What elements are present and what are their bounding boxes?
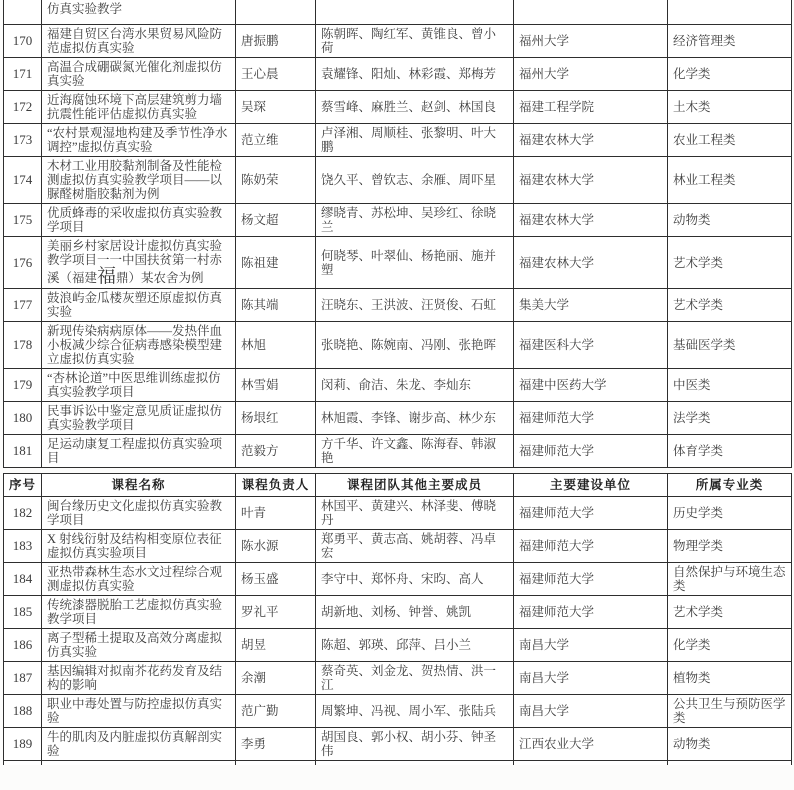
cell-unit: 福建工程学院 — [514, 91, 668, 124]
cell-unit: 福建医科大学 — [514, 322, 668, 369]
cell-leader: 范立维 — [236, 124, 316, 157]
table-row — [4, 289, 792, 322]
cell-members: 闵莉、俞洁、朱龙、李灿东 — [316, 369, 514, 402]
cell-category: 土木类 — [668, 91, 792, 124]
cell-id — [4, 761, 42, 766]
cell-members: 周繁坤、冯视、周小军、张陆兵 — [316, 695, 514, 728]
name-segment: 美丽乡村家居设计虚拟仿真实验教学项目一一中国扶贫第一村赤溪（福建 — [47, 239, 223, 285]
table-row — [4, 0, 792, 25]
enlarged-character: 福 — [97, 266, 117, 287]
cell-course-name: 足运动康复工程虚拟仿真实验项目 — [42, 435, 236, 468]
table-row — [4, 497, 792, 530]
projects-table-lower-body — [4, 497, 792, 766]
cell-id: 184 — [4, 563, 42, 596]
cell-id: 182 — [4, 497, 42, 530]
cell-category: 历史学类 — [668, 497, 792, 530]
cell-members: 林国平、黄建兴、林泽斐、傅晓丹 — [316, 497, 514, 530]
cell-members: 林旭霞、李锋、谢步高、林少东 — [316, 402, 514, 435]
projects-table-lower — [3, 473, 792, 765]
cell-leader — [236, 0, 316, 25]
cell-course-name — [42, 761, 236, 766]
cell-leader: 吴琛 — [236, 91, 316, 124]
cell-category — [668, 761, 792, 766]
cell-unit: 南昌大学 — [514, 695, 668, 728]
cell-id: 187 — [4, 662, 42, 695]
cell-id: 178 — [4, 322, 42, 369]
cell-unit: 福建农林大学 — [514, 124, 668, 157]
cell-id: 185 — [4, 596, 42, 629]
cell-members: 汪晓东、王洪波、汪贤俊、石虹 — [316, 289, 514, 322]
cell-members: 李守中、郑怀舟、宋昀、高人 — [316, 563, 514, 596]
cell-course-name: X 射线衍射及结构相变原位表征虚拟仿真实验项目 — [42, 530, 236, 563]
cell-category: 物理学类 — [668, 530, 792, 563]
cell-leader: 胡昱 — [236, 629, 316, 662]
cell-unit: 福州大学 — [514, 25, 668, 58]
cell-id: 176 — [4, 237, 42, 289]
table-row — [4, 124, 792, 157]
table-row — [4, 662, 792, 695]
cell-category: 动物类 — [668, 204, 792, 237]
table-row — [4, 629, 792, 662]
table-row — [4, 91, 792, 124]
cell-category — [668, 0, 792, 25]
col-header-unit: 主要建设单位 — [514, 474, 668, 497]
cell-unit: 福建师范大学 — [514, 402, 668, 435]
cell-members: 蔡雪峰、麻胜兰、赵剑、林国良 — [316, 91, 514, 124]
table-row — [4, 58, 792, 91]
cell-course-name: 传统漆器脱胎工艺虚拟仿真实验教学项目 — [42, 596, 236, 629]
cell-leader: 余潮 — [236, 662, 316, 695]
cell-course-name: 新现传染病病原体——发热伴血小板减少综合征病毒感染模型建立虚拟仿真实验 — [42, 322, 236, 369]
cell-leader: 叶青 — [236, 497, 316, 530]
cell-category: 公共卫生与预防医学类 — [668, 695, 792, 728]
table-row — [4, 530, 792, 563]
cell-course-name: 闽台缘历史文化虚拟仿真实验教学项目 — [42, 497, 236, 530]
cell-leader: 杨垠红 — [236, 402, 316, 435]
cell-unit: 福建中医药大学 — [514, 369, 668, 402]
col-header-leader: 课程负责人 — [236, 474, 316, 497]
cell-id: 177 — [4, 289, 42, 322]
col-header-course-name: 课程名称 — [42, 474, 236, 497]
cell-leader: 林旭 — [236, 322, 316, 369]
cell-unit: 南昌大学 — [514, 629, 668, 662]
cell-leader: 陈其端 — [236, 289, 316, 322]
cell-members: 陈超、郭瑛、邱萍、吕小兰 — [316, 629, 514, 662]
cell-id: 170 — [4, 25, 42, 58]
cell-unit: 福建农林大学 — [514, 157, 668, 204]
cell-unit: 福州大学 — [514, 58, 668, 91]
cell-category: 化学类 — [668, 58, 792, 91]
cell-leader: 唐振鹏 — [236, 25, 316, 58]
cell-unit: 福建师范大学 — [514, 563, 668, 596]
cell-course-name: 高温合成硼碳氮光催化剂虚拟仿真实验 — [42, 58, 236, 91]
cell-members: 陈朝晖、陶红军、黄锥良、曾小荷 — [316, 25, 514, 58]
cell-members — [316, 0, 514, 25]
cell-id: 183 — [4, 530, 42, 563]
cell-course-name: 离子型稀土提取及高效分离虚拟仿真实验 — [42, 629, 236, 662]
cell-leader: 陈祖建 — [236, 237, 316, 289]
table-row — [4, 25, 792, 58]
table-row — [4, 237, 792, 289]
cell-unit: 福建师范大学 — [514, 497, 668, 530]
cell-category: 艺术学类 — [668, 237, 792, 289]
table-row — [4, 563, 792, 596]
cell-leader: 李勇 — [236, 728, 316, 761]
cell-category: 艺术学类 — [668, 289, 792, 322]
cell-id: 174 — [4, 157, 42, 204]
cell-unit: 福建农林大学 — [514, 204, 668, 237]
cell-course-name: 基因编辑对拟南芥花药发育及结构的影响 — [42, 662, 236, 695]
cell-leader: 林雪娟 — [236, 369, 316, 402]
cell-unit — [514, 761, 668, 766]
cell-members: 方千华、许文鑫、陈海春、韩淑艳 — [316, 435, 514, 468]
cell-members: 胡新地、刘杨、钟誉、姚凯 — [316, 596, 514, 629]
cell-unit: 江西农业大学 — [514, 728, 668, 761]
table-row — [4, 204, 792, 237]
cell-id: 175 — [4, 204, 42, 237]
table-row — [4, 157, 792, 204]
col-header-category: 所属专业类 — [668, 474, 792, 497]
cell-course-name: 仿真实验教学 — [42, 0, 236, 25]
table-row — [4, 435, 792, 468]
cell-id: 171 — [4, 58, 42, 91]
cell-course-name: 优质蜂毒的采收虚拟仿真实验教学项目 — [42, 204, 236, 237]
cell-id: 173 — [4, 124, 42, 157]
cell-course-name: 福建自贸区台湾水果贸易风险防范虚拟仿真实验 — [42, 25, 236, 58]
name-segment: 鼎）某农舍为例 — [116, 271, 204, 285]
header-row — [4, 474, 792, 497]
cell-leader: 范广勤 — [236, 695, 316, 728]
cell-members: 张晓艳、陈婉南、冯刚、张艳晖 — [316, 322, 514, 369]
cell-unit: 福建农林大学 — [514, 237, 668, 289]
cell-category: 法学类 — [668, 402, 792, 435]
cell-unit: 南昌大学 — [514, 662, 668, 695]
cell-course-name: 鼓浪屿金瓜楼灰塑还原虚拟仿真实验 — [42, 289, 236, 322]
cell-members: 郑勇平、黄志高、姚胡蓉、冯卓宏 — [316, 530, 514, 563]
cell-id: 180 — [4, 402, 42, 435]
cell-category: 经济管理类 — [668, 25, 792, 58]
cell-id: 189 — [4, 728, 42, 761]
cell-id: 179 — [4, 369, 42, 402]
table-row — [4, 402, 792, 435]
cell-unit: 福建师范大学 — [514, 530, 668, 563]
cell-leader: 范毅方 — [236, 435, 316, 468]
projects-table-upper-body — [4, 0, 792, 468]
col-header-members: 课程团队其他主要成员 — [316, 474, 514, 497]
cell-course-name: 牛的肌肉及内脏虚拟仿真解剖实验 — [42, 728, 236, 761]
cell-course-name: 木材工业用胶黏剂制备及性能检测虚拟仿真实验教学项目——以脲醛树脂胶黏剂为例 — [42, 157, 236, 204]
cell-unit: 集美大学 — [514, 289, 668, 322]
cell-members: 蔡奇英、刘金龙、贺热情、洪一江 — [316, 662, 514, 695]
cell-id: 188 — [4, 695, 42, 728]
cell-category: 体育学类 — [668, 435, 792, 468]
cell-unit: 福建师范大学 — [514, 596, 668, 629]
cell-category: 艺术学类 — [668, 596, 792, 629]
projects-table-upper — [3, 0, 792, 468]
table-row — [4, 761, 792, 766]
cell-id: 181 — [4, 435, 42, 468]
table-row — [4, 322, 792, 369]
cell-unit: 福建师范大学 — [514, 435, 668, 468]
cell-course-name: “杏林论道”中医思维训练虚拟仿真实验教学项目 — [42, 369, 236, 402]
cell-leader: 陈奶荣 — [236, 157, 316, 204]
cell-id — [4, 0, 42, 25]
cell-category: 动物类 — [668, 728, 792, 761]
cell-unit — [514, 0, 668, 25]
cell-members: 何晓琴、叶翠仙、杨艳丽、施并塑 — [316, 237, 514, 289]
cell-category: 基础医学类 — [668, 322, 792, 369]
cell-course-name: 职业中毒处置与防控虚拟仿真实验 — [42, 695, 236, 728]
cell-category: 化学类 — [668, 629, 792, 662]
cell-members: 胡国良、郭小权、胡小芬、钟圣伟 — [316, 728, 514, 761]
cell-id: 172 — [4, 91, 42, 124]
cell-members: 缪晓青、苏松坤、吴珍红、徐晓兰 — [316, 204, 514, 237]
table-row — [4, 596, 792, 629]
cell-category: 植物类 — [668, 662, 792, 695]
col-header-id: 序号 — [4, 474, 42, 497]
cell-members — [316, 761, 514, 766]
cell-leader: 杨玉盛 — [236, 563, 316, 596]
cell-course-name — [42, 237, 236, 289]
cell-course-name: 近海腐蚀环境下高层建筑剪力墙抗震性能评估虚拟仿真实验 — [42, 91, 236, 124]
cell-leader — [236, 761, 316, 766]
cell-leader: 陈水源 — [236, 530, 316, 563]
cell-leader: 王心晨 — [236, 58, 316, 91]
cell-leader: 罗礼平 — [236, 596, 316, 629]
cell-members: 卢泽湘、周顺桂、张黎明、叶大鹏 — [316, 124, 514, 157]
cell-id: 186 — [4, 629, 42, 662]
table-row — [4, 728, 792, 761]
cell-course-name: “农村景观湿地构建及季节性净水调控”虚拟仿真实验 — [42, 124, 236, 157]
cell-leader: 杨文超 — [236, 204, 316, 237]
cell-category: 自然保护与环境生态类 — [668, 563, 792, 596]
cell-category: 农业工程类 — [668, 124, 792, 157]
table-row — [4, 369, 792, 402]
cell-course-name: 亚热带森林生态水文过程综合观测虚拟仿真实验 — [42, 563, 236, 596]
cell-members: 饶久平、曾钦志、余雁、周吓星 — [316, 157, 514, 204]
cell-category: 中医类 — [668, 369, 792, 402]
projects-table-header — [4, 474, 792, 497]
table-row — [4, 695, 792, 728]
cell-category: 林业工程类 — [668, 157, 792, 204]
cell-members: 袁耀锋、阳灿、林彩霞、郑梅芳 — [316, 58, 514, 91]
cell-course-name: 民事诉讼中鉴定意见质证虚拟仿真实验教学项目 — [42, 402, 236, 435]
